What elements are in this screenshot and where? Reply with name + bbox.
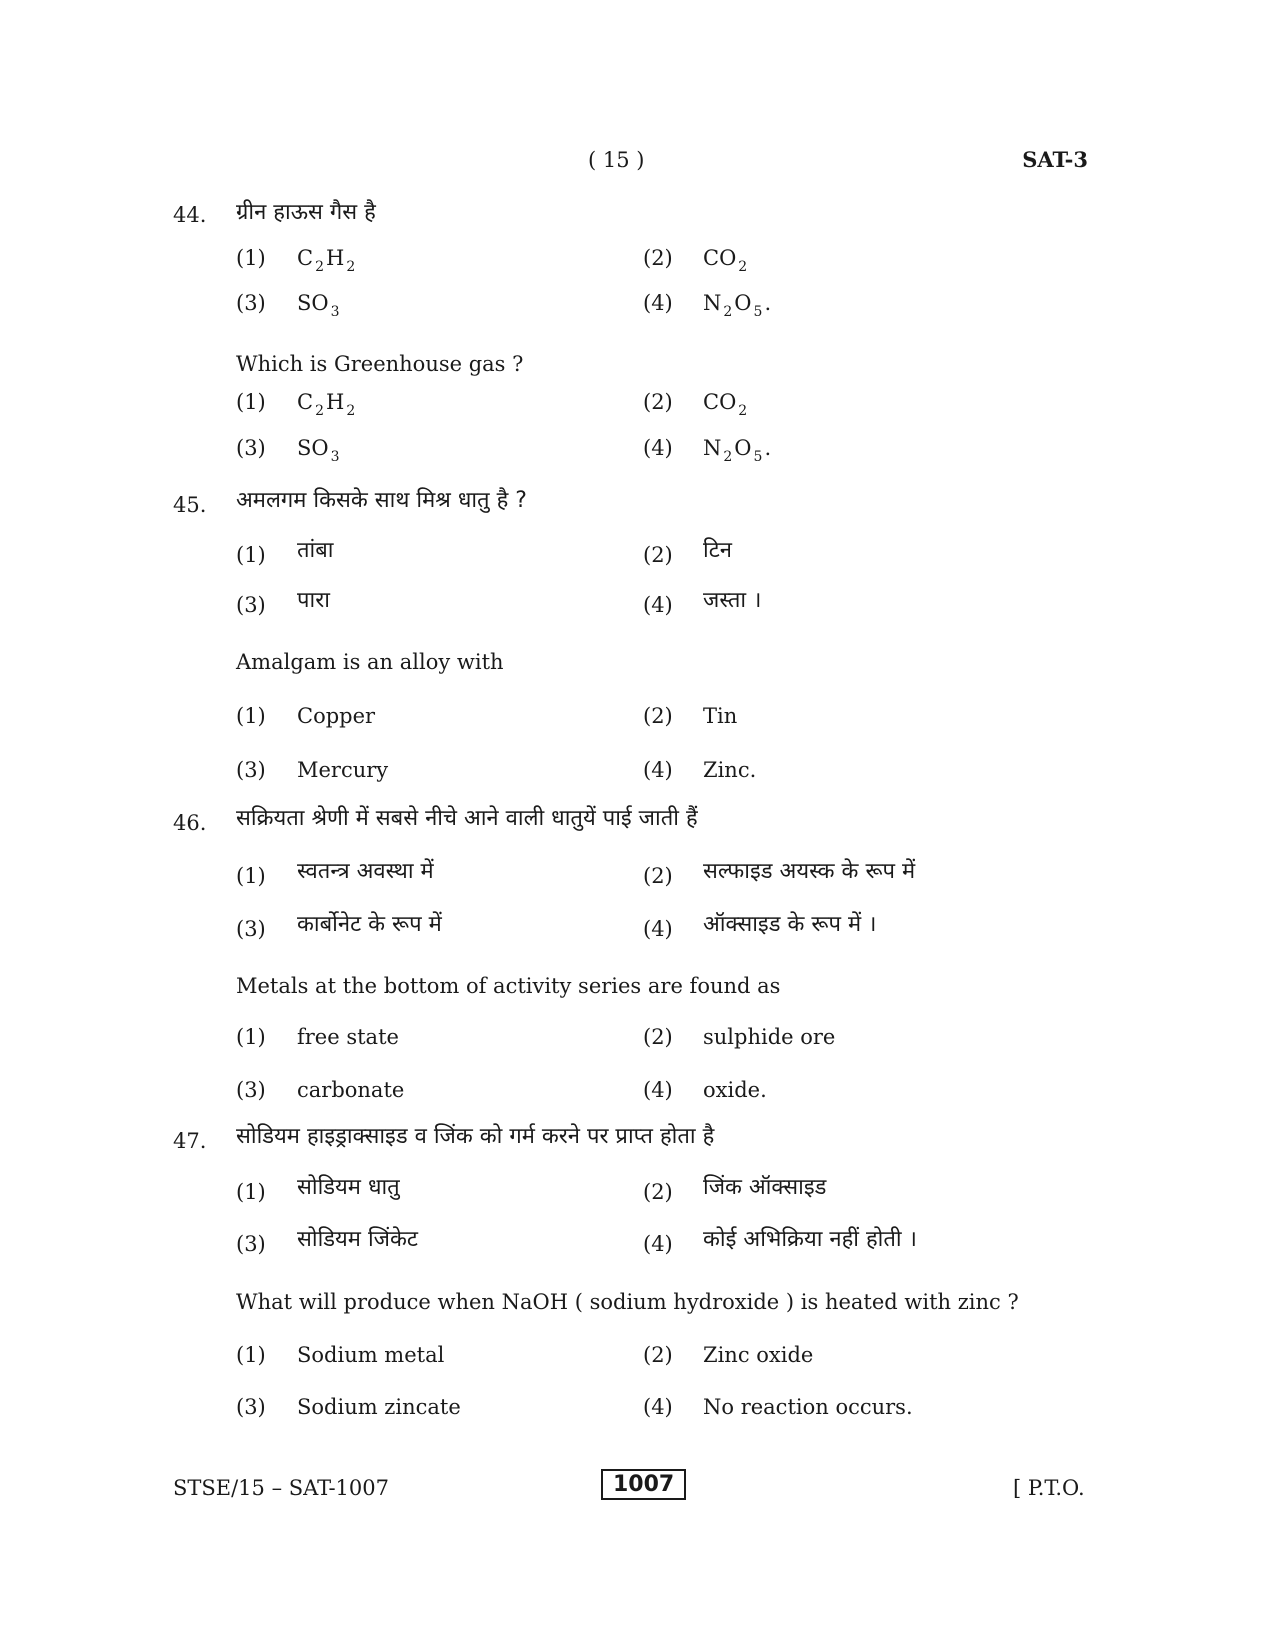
option-formula: SO $_3$: [297, 436, 340, 465]
option-text: No reaction occurs.: [703, 1395, 913, 1419]
footer-pto: [ P.T.O.: [1013, 1476, 1085, 1500]
option-number: (2): [643, 390, 673, 414]
option-text: Zinc.: [703, 758, 757, 782]
option-number: (4): [643, 1232, 673, 1256]
option-formula: N $_2$O $_5$.: [703, 291, 772, 320]
question-stem-english: Amalgam is an alloy with: [236, 650, 504, 674]
option-number: (1): [236, 864, 266, 888]
question-stem-english: What will produce when NaOH ( sodium hydroxide ) is heated with zinc ?: [236, 1290, 1019, 1314]
paper-code: SAT-3: [1022, 147, 1088, 172]
question-number: 46.: [173, 811, 207, 835]
option-text: तांबा: [297, 538, 334, 563]
option-text: carbonate: [297, 1078, 405, 1102]
option-number: (2): [643, 1180, 673, 1204]
option-text: टिन: [703, 538, 732, 563]
option-formula: CO $_2$: [703, 390, 748, 419]
question-stem-hindi: सोडियम हाइड्राक्साइड व जिंक को गर्म करने पर प्राप्त होता है: [236, 1124, 715, 1149]
option-number: (3): [236, 1078, 266, 1102]
option-text: सल्फाइड अयस्क के रूप में: [703, 859, 916, 884]
option-number: (3): [236, 593, 266, 617]
option-text: Mercury: [297, 758, 389, 782]
option-text: सोडियम जिंकेट: [297, 1227, 418, 1252]
option-text: कोई अभिक्रिया नहीं होती ।: [703, 1227, 917, 1252]
option-text: Sodium zincate: [297, 1395, 461, 1419]
question-number: 47.: [173, 1129, 207, 1153]
option-formula: N $_2$O $_5$.: [703, 436, 772, 465]
option-text: oxide.: [703, 1078, 767, 1102]
option-number: (1): [236, 704, 266, 728]
option-text: जस्ता ।: [703, 588, 762, 613]
footer-booklet-code: 1007: [601, 1469, 686, 1500]
option-number: (4): [643, 1395, 673, 1419]
option-text: जिंक ऑक्साइड: [703, 1175, 827, 1200]
option-formula: SO $_3$: [297, 291, 340, 320]
option-formula: C $_2$H $_2$: [297, 246, 356, 275]
option-number: (1): [236, 1343, 266, 1367]
question-number: 44.: [173, 203, 207, 227]
option-number: (1): [236, 1180, 266, 1204]
question-stem-hindi: अमलगम किसके साथ मिश्र धातु है ?: [236, 488, 527, 513]
option-text: Copper: [297, 704, 376, 728]
option-number: (4): [643, 593, 673, 617]
option-number: (2): [643, 704, 673, 728]
option-number: (1): [236, 246, 266, 270]
option-text: पारा: [297, 588, 330, 613]
option-number: (1): [236, 390, 266, 414]
question-stem-hindi: सक्रियता श्रेणी में सबसे नीचे आने वाली धातुयें पाई जाती हैं: [236, 806, 698, 831]
option-number: (3): [236, 436, 266, 460]
option-text: ऑक्साइड के रूप में ।: [703, 912, 877, 937]
option-number: (1): [236, 543, 266, 567]
option-number: (4): [643, 758, 673, 782]
option-text: free state: [297, 1025, 399, 1049]
option-number: (2): [643, 864, 673, 888]
option-number: (3): [236, 291, 266, 315]
option-number: (3): [236, 1395, 266, 1419]
question-stem-english: Which is Greenhouse gas ?: [236, 352, 524, 376]
option-number: (1): [236, 1025, 266, 1049]
option-number: (4): [643, 436, 673, 460]
option-text: स्वतन्त्र अवस्था में: [297, 859, 434, 884]
question-stem-english: Metals at the bottom of activity series are found as: [236, 974, 781, 998]
footer-paper-id: STSE/15 – SAT-1007: [173, 1476, 389, 1500]
option-number: (3): [236, 758, 266, 782]
option-number: (2): [643, 1025, 673, 1049]
option-number: (3): [236, 917, 266, 941]
page-number: ( 15 ): [588, 148, 645, 172]
question-stem-hindi: ग्रीन हाऊस गैस है: [236, 200, 376, 225]
option-text: कार्बोनेट के रूप में: [297, 912, 442, 937]
option-formula: C $_2$H $_2$: [297, 390, 356, 419]
question-number: 45.: [173, 493, 207, 517]
option-number: (4): [643, 291, 673, 315]
option-number: (2): [643, 1343, 673, 1367]
option-number: (4): [643, 1078, 673, 1102]
option-number: (2): [643, 246, 673, 270]
option-text: sulphide ore: [703, 1025, 836, 1049]
option-text: Sodium metal: [297, 1343, 445, 1367]
option-text: सोडियम धातु: [297, 1175, 400, 1200]
option-text: Tin: [703, 704, 738, 728]
option-number: (2): [643, 543, 673, 567]
option-formula: CO $_2$: [703, 246, 748, 275]
option-number: (4): [643, 917, 673, 941]
option-number: (3): [236, 1232, 266, 1256]
option-text: Zinc oxide: [703, 1343, 814, 1367]
